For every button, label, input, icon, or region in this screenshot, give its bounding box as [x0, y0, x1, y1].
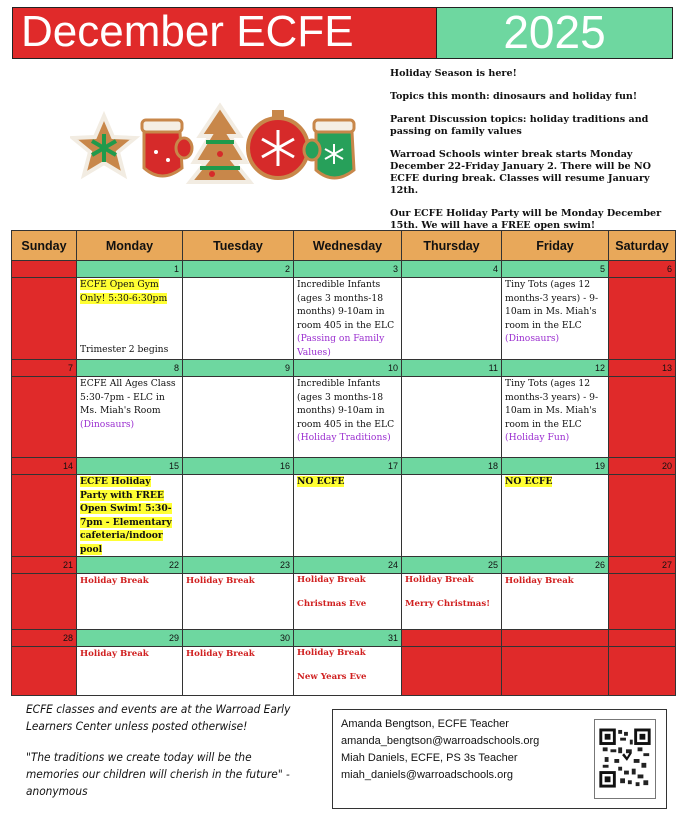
- class-topic: (Holiday Traditions): [297, 432, 391, 443]
- day-cell: [12, 278, 77, 360]
- star-cookie-icon: [73, 116, 135, 175]
- empty-date: [609, 630, 676, 647]
- teacher-1-name: Amanda Bengtson, ECFE Teacher: [341, 718, 509, 730]
- date-number: 9: [183, 360, 294, 377]
- date-number: 21: [12, 557, 77, 574]
- date-number: 20: [609, 458, 676, 475]
- green-mitten-cookie-icon: [304, 120, 354, 178]
- day-cell: [77, 574, 183, 630]
- day-header-thursday: Thursday: [402, 231, 502, 261]
- date-number: 19: [502, 458, 609, 475]
- holiday-break-label: Holiday Break: [297, 648, 366, 658]
- day-cell: [502, 377, 609, 458]
- class-event: Tiny Tots (ages 12 months-3 years) - 9-10am in Ms. Miah's room in the ELC: [505, 378, 599, 430]
- holiday-party-event: ECFE Holiday Party with FREE Open Swim! 5:30-7pm - Elementary cafeteria/indoor pool: [80, 476, 172, 555]
- class-event: Incredible Infants (ages 3 months-18 months) 9-10am in room 405 in the ELC: [297, 378, 395, 430]
- date-number: 29: [77, 630, 183, 647]
- note-topics: Topics this month: dinosaurs and holiday fun!: [390, 91, 638, 102]
- date-number: [12, 261, 77, 278]
- day-cell: [502, 278, 609, 360]
- week-5-numbers: [12, 630, 676, 647]
- week-5-events: [12, 647, 676, 696]
- holiday-break-label: Holiday Break: [80, 649, 149, 659]
- date-number: 3: [294, 261, 402, 278]
- day-cell: [183, 278, 294, 360]
- holiday-break-label: Holiday Break: [80, 576, 149, 586]
- open-gym-event: ECFE Open Gym Only! 5:30-6:30pm: [80, 279, 168, 304]
- class-event: Incredible Infants (ages 3 months-18 months) 9-10am in room 405 in the ELC: [297, 279, 395, 331]
- date-number: 14: [12, 458, 77, 475]
- day-cell: [294, 574, 402, 630]
- day-cell: [609, 278, 676, 360]
- day-cell: [77, 377, 183, 458]
- day-cell: [402, 278, 502, 360]
- traditions-quote: "The traditions we create today will be the memories our children will cherish in the future" - anonymous: [26, 750, 290, 798]
- footer-notes: [26, 701, 302, 800]
- day-cell: [12, 574, 77, 630]
- date-number: 4: [402, 261, 502, 278]
- date-number: 17: [294, 458, 402, 475]
- class-topic: (Passing on Family Values): [297, 333, 385, 358]
- day-cell: [294, 278, 402, 360]
- date-number: 5: [502, 261, 609, 278]
- holiday-break-label: Holiday Break: [186, 576, 255, 586]
- christmas-eve-label: Christmas Eve: [297, 598, 367, 609]
- day-cell: [502, 475, 609, 557]
- week-4-numbers: [12, 557, 676, 574]
- note-parent-discussion: Parent Discussion topics: holiday traditions and passing on family values: [390, 114, 649, 137]
- day-cell: [609, 475, 676, 557]
- note-holiday-party: Our ECFE Holiday Party will be Monday December 15th. We will have a FREE open swim!: [390, 208, 662, 231]
- new-years-eve-label: New Years Eve: [297, 671, 367, 682]
- day-header-sunday: Sunday: [12, 231, 77, 261]
- date-number: 8: [77, 360, 183, 377]
- day-cell: [609, 647, 676, 696]
- holiday-break-label: Holiday Break: [405, 575, 474, 585]
- day-cell: [77, 475, 183, 557]
- banner: [12, 7, 673, 59]
- date-number: 13: [609, 360, 676, 377]
- day-cell: [183, 377, 294, 458]
- date-number: 2: [183, 261, 294, 278]
- note-holiday-season: Holiday Season is here!: [390, 68, 517, 79]
- banner-title: December ECFE: [13, 8, 437, 58]
- class-topic: (Dinosaurs): [80, 418, 135, 430]
- day-header-monday: Monday: [77, 231, 183, 261]
- date-number: 31: [294, 630, 402, 647]
- week-3-events: [12, 475, 676, 557]
- location-note: ECFE classes and events are at the Warroad Early Learners Center unless posted otherwise!: [26, 702, 291, 733]
- day-cell: [609, 574, 676, 630]
- contact-box: [332, 709, 667, 809]
- day-cell: [12, 647, 77, 696]
- date-number: 18: [402, 458, 502, 475]
- day-cell: [402, 377, 502, 458]
- tree-cookie-icon: [190, 106, 250, 182]
- day-cell: [609, 377, 676, 458]
- day-header-wednesday: Wednesday: [294, 231, 402, 261]
- gingerbread-cookies-image: [70, 100, 370, 192]
- date-number: 22: [77, 557, 183, 574]
- date-number: 28: [12, 630, 77, 647]
- empty-date: [402, 630, 502, 647]
- calendar-header-row: [12, 231, 676, 261]
- week-4-events: [12, 574, 676, 630]
- day-cell: [502, 574, 609, 630]
- date-number: 11: [402, 360, 502, 377]
- day-cell: [294, 377, 402, 458]
- day-cell: [12, 475, 77, 557]
- day-cell: [12, 377, 77, 458]
- date-number: 27: [609, 557, 676, 574]
- date-number: 12: [502, 360, 609, 377]
- date-number: 1: [77, 261, 183, 278]
- date-number: 23: [183, 557, 294, 574]
- week-3-numbers: [12, 458, 676, 475]
- date-number: 25: [402, 557, 502, 574]
- teacher-2-email: miah_daniels@warroadschools.org: [341, 769, 513, 781]
- calendar-table: [11, 230, 676, 696]
- day-cell: [183, 647, 294, 696]
- date-number: 30: [183, 630, 294, 647]
- snowflake-ornament-cookie-icon: [248, 110, 308, 178]
- no-ecfe-notice: NO ECFE: [505, 476, 553, 487]
- red-mitten-cookie-icon: [142, 120, 192, 176]
- announcements: [390, 68, 675, 243]
- date-number: 10: [294, 360, 402, 377]
- trimester-note: Trimester 2 begins: [80, 344, 169, 355]
- date-number: 6: [609, 261, 676, 278]
- day-cell: [402, 475, 502, 557]
- class-topic: (Dinosaurs): [505, 333, 560, 344]
- week-1-events: [12, 278, 676, 360]
- merry-christmas-label: Merry Christmas!: [405, 598, 490, 609]
- day-header-saturday: Saturday: [609, 231, 676, 261]
- class-event: Tiny Tots (ages 12 months-3 years) - 9-10am in Ms. Miah's room in the ELC: [505, 279, 599, 331]
- day-header-friday: Friday: [502, 231, 609, 261]
- day-cell: [77, 647, 183, 696]
- day-cell: [183, 574, 294, 630]
- holiday-break-label: Holiday Break: [186, 649, 255, 659]
- holiday-break-label: Holiday Break: [297, 575, 366, 585]
- no-ecfe-notice: NO ECFE: [297, 476, 345, 487]
- class-event: ECFE All Ages Class 5:30-7pm - ELC in Ms. Miah's Room: [80, 378, 176, 416]
- day-cell: [294, 647, 402, 696]
- empty-date: [502, 630, 609, 647]
- day-cell: [77, 278, 183, 360]
- day-cell: [402, 574, 502, 630]
- day-cell: [183, 475, 294, 557]
- date-number: 26: [502, 557, 609, 574]
- day-header-tuesday: Tuesday: [183, 231, 294, 261]
- qr-code-icon: [594, 719, 656, 799]
- day-cell: [502, 647, 609, 696]
- date-number: 7: [12, 360, 77, 377]
- date-number: 24: [294, 557, 402, 574]
- date-number: 16: [183, 458, 294, 475]
- week-1-numbers: [12, 261, 676, 278]
- teacher-2-name: Miah Daniels, ECFE, PS 3s Teacher: [341, 752, 518, 764]
- teacher-1-email: amanda_bengtson@warroadschools.org: [341, 735, 540, 747]
- banner-year: 2025: [437, 8, 672, 58]
- week-2-numbers: [12, 360, 676, 377]
- day-cell: [402, 647, 502, 696]
- note-winter-break: Warroad Schools winter break starts Monday December 22-Friday January 2. There will be NO ECFE during break. Classes will resume January 12th.: [390, 149, 652, 196]
- class-topic: (Holiday Fun): [505, 432, 570, 443]
- day-cell: [294, 475, 402, 557]
- holiday-break-label: Holiday Break: [505, 576, 574, 586]
- date-number: 15: [77, 458, 183, 475]
- week-2-events: [12, 377, 676, 458]
